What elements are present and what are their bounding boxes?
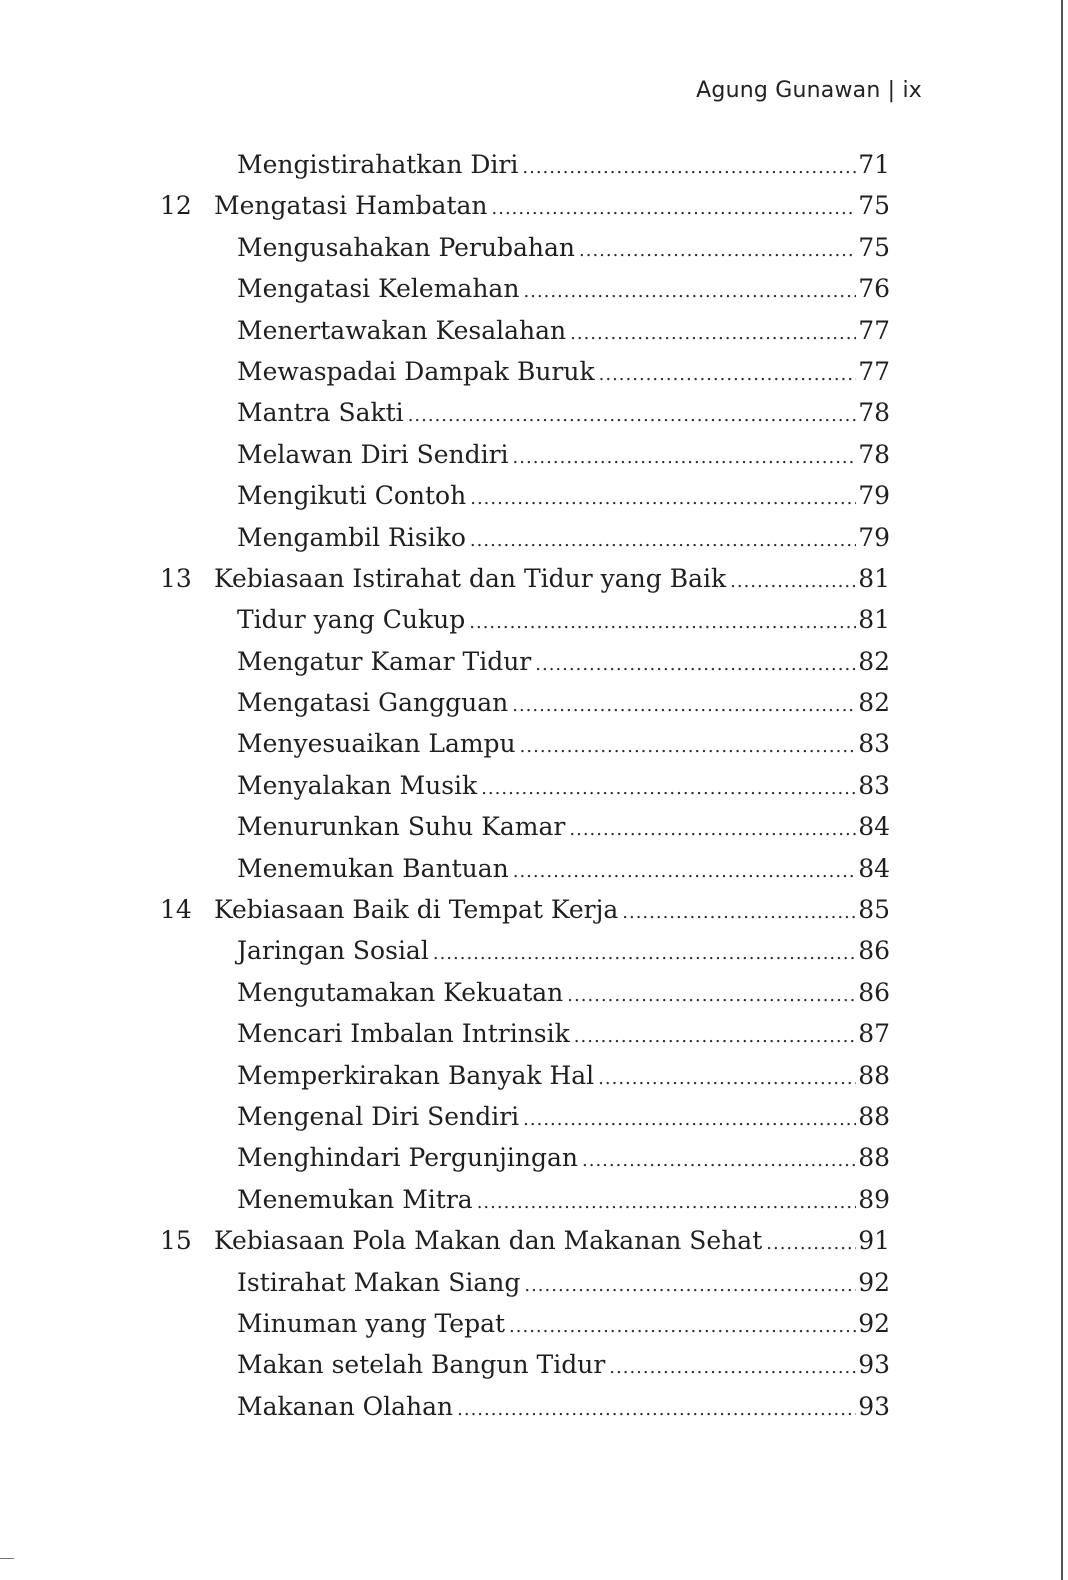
toc-entry-title: Menemukan Mitra [237, 1185, 477, 1214]
toc-entry-title: Makanan Olahan [237, 1392, 457, 1421]
toc-page-number: 84 [858, 853, 890, 883]
toc-chapter-entry[interactable] [160, 191, 890, 232]
toc-page-number: 76 [858, 274, 890, 304]
toc-subentry[interactable] [160, 647, 890, 688]
toc-dot-leader [569, 819, 856, 840]
toc-subentry[interactable] [160, 812, 890, 853]
toc-page-number: 81 [858, 605, 890, 635]
toc-entry-title: Kebiasaan Baik di Tempat Kerja [214, 895, 622, 924]
toc-entry-title: Mengistirahatkan Diri [237, 150, 522, 179]
toc-subentry[interactable] [160, 274, 890, 315]
toc-entry-title: Mengatasi Kelemahan [237, 274, 523, 303]
toc-page-number: 75 [858, 191, 890, 221]
toc-entry-title: Mengutamakan Kekuatan [237, 978, 567, 1007]
toc-dot-leader [469, 612, 856, 633]
toc-chapter-number: 15 [160, 1226, 192, 1256]
toc-page-number: 91 [858, 1226, 890, 1256]
toc-chapter-number: 14 [160, 895, 192, 925]
toc-dot-leader [766, 1233, 856, 1254]
toc-chapter-number: 12 [160, 191, 192, 221]
toc-page-number: 85 [858, 895, 890, 925]
toc-dot-leader [512, 695, 856, 716]
toc-dot-leader [509, 1316, 856, 1337]
toc-page-number: 81 [858, 563, 890, 593]
toc-entry-title: Jaringan Sosial [237, 936, 433, 965]
toc-dot-leader [522, 157, 856, 178]
toc-entry-title: Menyesuaikan Lampu [237, 729, 520, 758]
toc-subentry[interactable] [160, 605, 890, 646]
toc-subentry[interactable] [160, 1061, 890, 1102]
toc-subentry[interactable] [160, 1019, 890, 1060]
toc-entry-title: Mengatur Kamar Tidur [237, 647, 535, 676]
toc-page-number: 78 [858, 439, 890, 469]
toc-subentry[interactable] [160, 357, 890, 398]
toc-page-number: 75 [858, 232, 890, 262]
toc-entry-title: Mengambil Risiko [237, 523, 470, 552]
table-of-contents [160, 150, 890, 1433]
toc-entry-title: Kebiasaan Istirahat dan Tidur yang Baik [214, 564, 730, 593]
toc-page-number: 88 [858, 1143, 890, 1173]
toc-entry-title: Tidur yang Cukup [237, 605, 469, 634]
toc-subentry[interactable] [160, 1392, 890, 1433]
toc-entry-title: Minuman yang Tepat [237, 1309, 509, 1338]
toc-entry-title: Mewaspadai Dampak Buruk [237, 357, 599, 386]
toc-dot-leader [477, 1192, 856, 1213]
toc-page-number: 83 [858, 770, 890, 800]
toc-chapter-number: 13 [160, 563, 192, 593]
toc-dot-leader [470, 488, 856, 509]
toc-entry-title: Istirahat Makan Siang [237, 1268, 524, 1297]
toc-page-number: 79 [858, 481, 890, 511]
toc-dot-leader [535, 654, 856, 675]
toc-entry-title: Makan setelah Bangun Tidur [237, 1350, 609, 1379]
toc-dot-leader [523, 1109, 856, 1130]
toc-subentry[interactable] [160, 1350, 890, 1391]
toc-dot-leader [567, 985, 856, 1006]
crop-mark [0, 1558, 14, 1559]
toc-dot-leader [622, 902, 856, 923]
toc-page-number: 82 [858, 646, 890, 676]
toc-dot-leader [524, 1275, 856, 1296]
toc-subentry[interactable] [160, 688, 890, 729]
toc-subentry[interactable] [160, 936, 890, 977]
toc-entry-title: Kebiasaan Pola Makan dan Makanan Sehat [214, 1226, 766, 1255]
toc-entry-title: Mengikuti Contoh [237, 481, 470, 510]
toc-subentry[interactable] [160, 854, 890, 895]
toc-page-number: 93 [858, 1391, 890, 1421]
toc-subentry[interactable] [160, 978, 890, 1019]
toc-page-number: 83 [858, 729, 890, 759]
toc-chapter-entry[interactable] [160, 1226, 890, 1267]
toc-subentry[interactable] [160, 398, 890, 439]
toc-entry-title: Mantra Sakti [237, 398, 408, 427]
toc-page-number: 89 [858, 1184, 890, 1214]
toc-subentry[interactable] [160, 1143, 890, 1184]
toc-page-number: 77 [858, 315, 890, 345]
toc-subentry[interactable] [160, 729, 890, 770]
toc-subentry[interactable] [160, 1102, 890, 1143]
toc-page-number: 77 [858, 356, 890, 386]
toc-dot-leader [520, 736, 857, 757]
toc-page-number: 92 [858, 1267, 890, 1297]
toc-entry-title: Mengusahakan Perubahan [237, 233, 579, 262]
toc-dot-leader [579, 240, 856, 261]
toc-dot-leader [582, 1150, 856, 1171]
toc-dot-leader [470, 530, 856, 551]
toc-subentry[interactable] [160, 771, 890, 812]
toc-chapter-entry[interactable] [160, 564, 890, 605]
toc-page-number: 92 [858, 1308, 890, 1338]
toc-entry-title: Memperkirakan Banyak Hal [237, 1061, 598, 1090]
toc-entry-title: Menertawakan Kesalahan [237, 316, 570, 345]
toc-entry-title: Menurunkan Suhu Kamar [237, 812, 569, 841]
toc-page-number: 71 [858, 150, 890, 179]
toc-entry-title: Mengatasi Gangguan [237, 688, 512, 717]
toc-dot-leader [523, 281, 856, 302]
running-header: Agung Gunawan | ix [696, 78, 922, 103]
toc-dot-leader [513, 861, 856, 882]
toc-dot-leader [730, 571, 856, 592]
toc-page-number: 93 [858, 1350, 890, 1380]
toc-dot-leader [481, 778, 856, 799]
toc-subentry[interactable] [160, 316, 890, 357]
toc-dot-leader [433, 943, 856, 964]
toc-dot-leader [574, 1026, 856, 1047]
toc-dot-leader [598, 1068, 856, 1089]
toc-page-number: 78 [858, 398, 890, 428]
toc-entry-title: Mengatasi Hambatan [214, 191, 492, 220]
toc-page-number: 88 [858, 1060, 890, 1090]
toc-subentry[interactable] [160, 1185, 890, 1226]
toc-subentry[interactable] [160, 233, 890, 274]
toc-subentry[interactable] [160, 150, 890, 191]
toc-entry-title: Mengenal Diri Sendiri [237, 1102, 523, 1131]
toc-dot-leader [513, 447, 857, 468]
toc-subentry[interactable] [160, 1309, 890, 1350]
toc-dot-leader [457, 1399, 856, 1420]
toc-dot-leader [609, 1357, 856, 1378]
toc-entry-title: Menghindari Pergunjingan [237, 1143, 582, 1172]
toc-entry-title: Menyalakan Musik [237, 771, 481, 800]
toc-page-number: 88 [858, 1101, 890, 1131]
toc-subentry[interactable] [160, 440, 890, 481]
toc-dot-leader [492, 198, 857, 219]
toc-page-number: 86 [858, 936, 890, 966]
toc-subentry[interactable] [160, 1268, 890, 1309]
toc-page-number: 84 [858, 812, 890, 842]
toc-entry-title: Menemukan Bantuan [237, 854, 513, 883]
toc-page-number: 82 [858, 688, 890, 718]
toc-page-number: 86 [858, 977, 890, 1007]
toc-page-number: 87 [858, 1019, 890, 1049]
toc-subentry[interactable] [160, 523, 890, 564]
toc-subentry[interactable] [160, 481, 890, 522]
toc-page-number: 79 [858, 522, 890, 552]
toc-dot-leader [570, 323, 856, 344]
toc-dot-leader [408, 405, 857, 426]
toc-entry-title: Melawan Diri Sendiri [237, 440, 513, 469]
toc-chapter-entry[interactable] [160, 895, 890, 936]
toc-entry-title: Mencari Imbalan Intrinsik [237, 1019, 574, 1048]
toc-dot-leader [599, 364, 857, 385]
